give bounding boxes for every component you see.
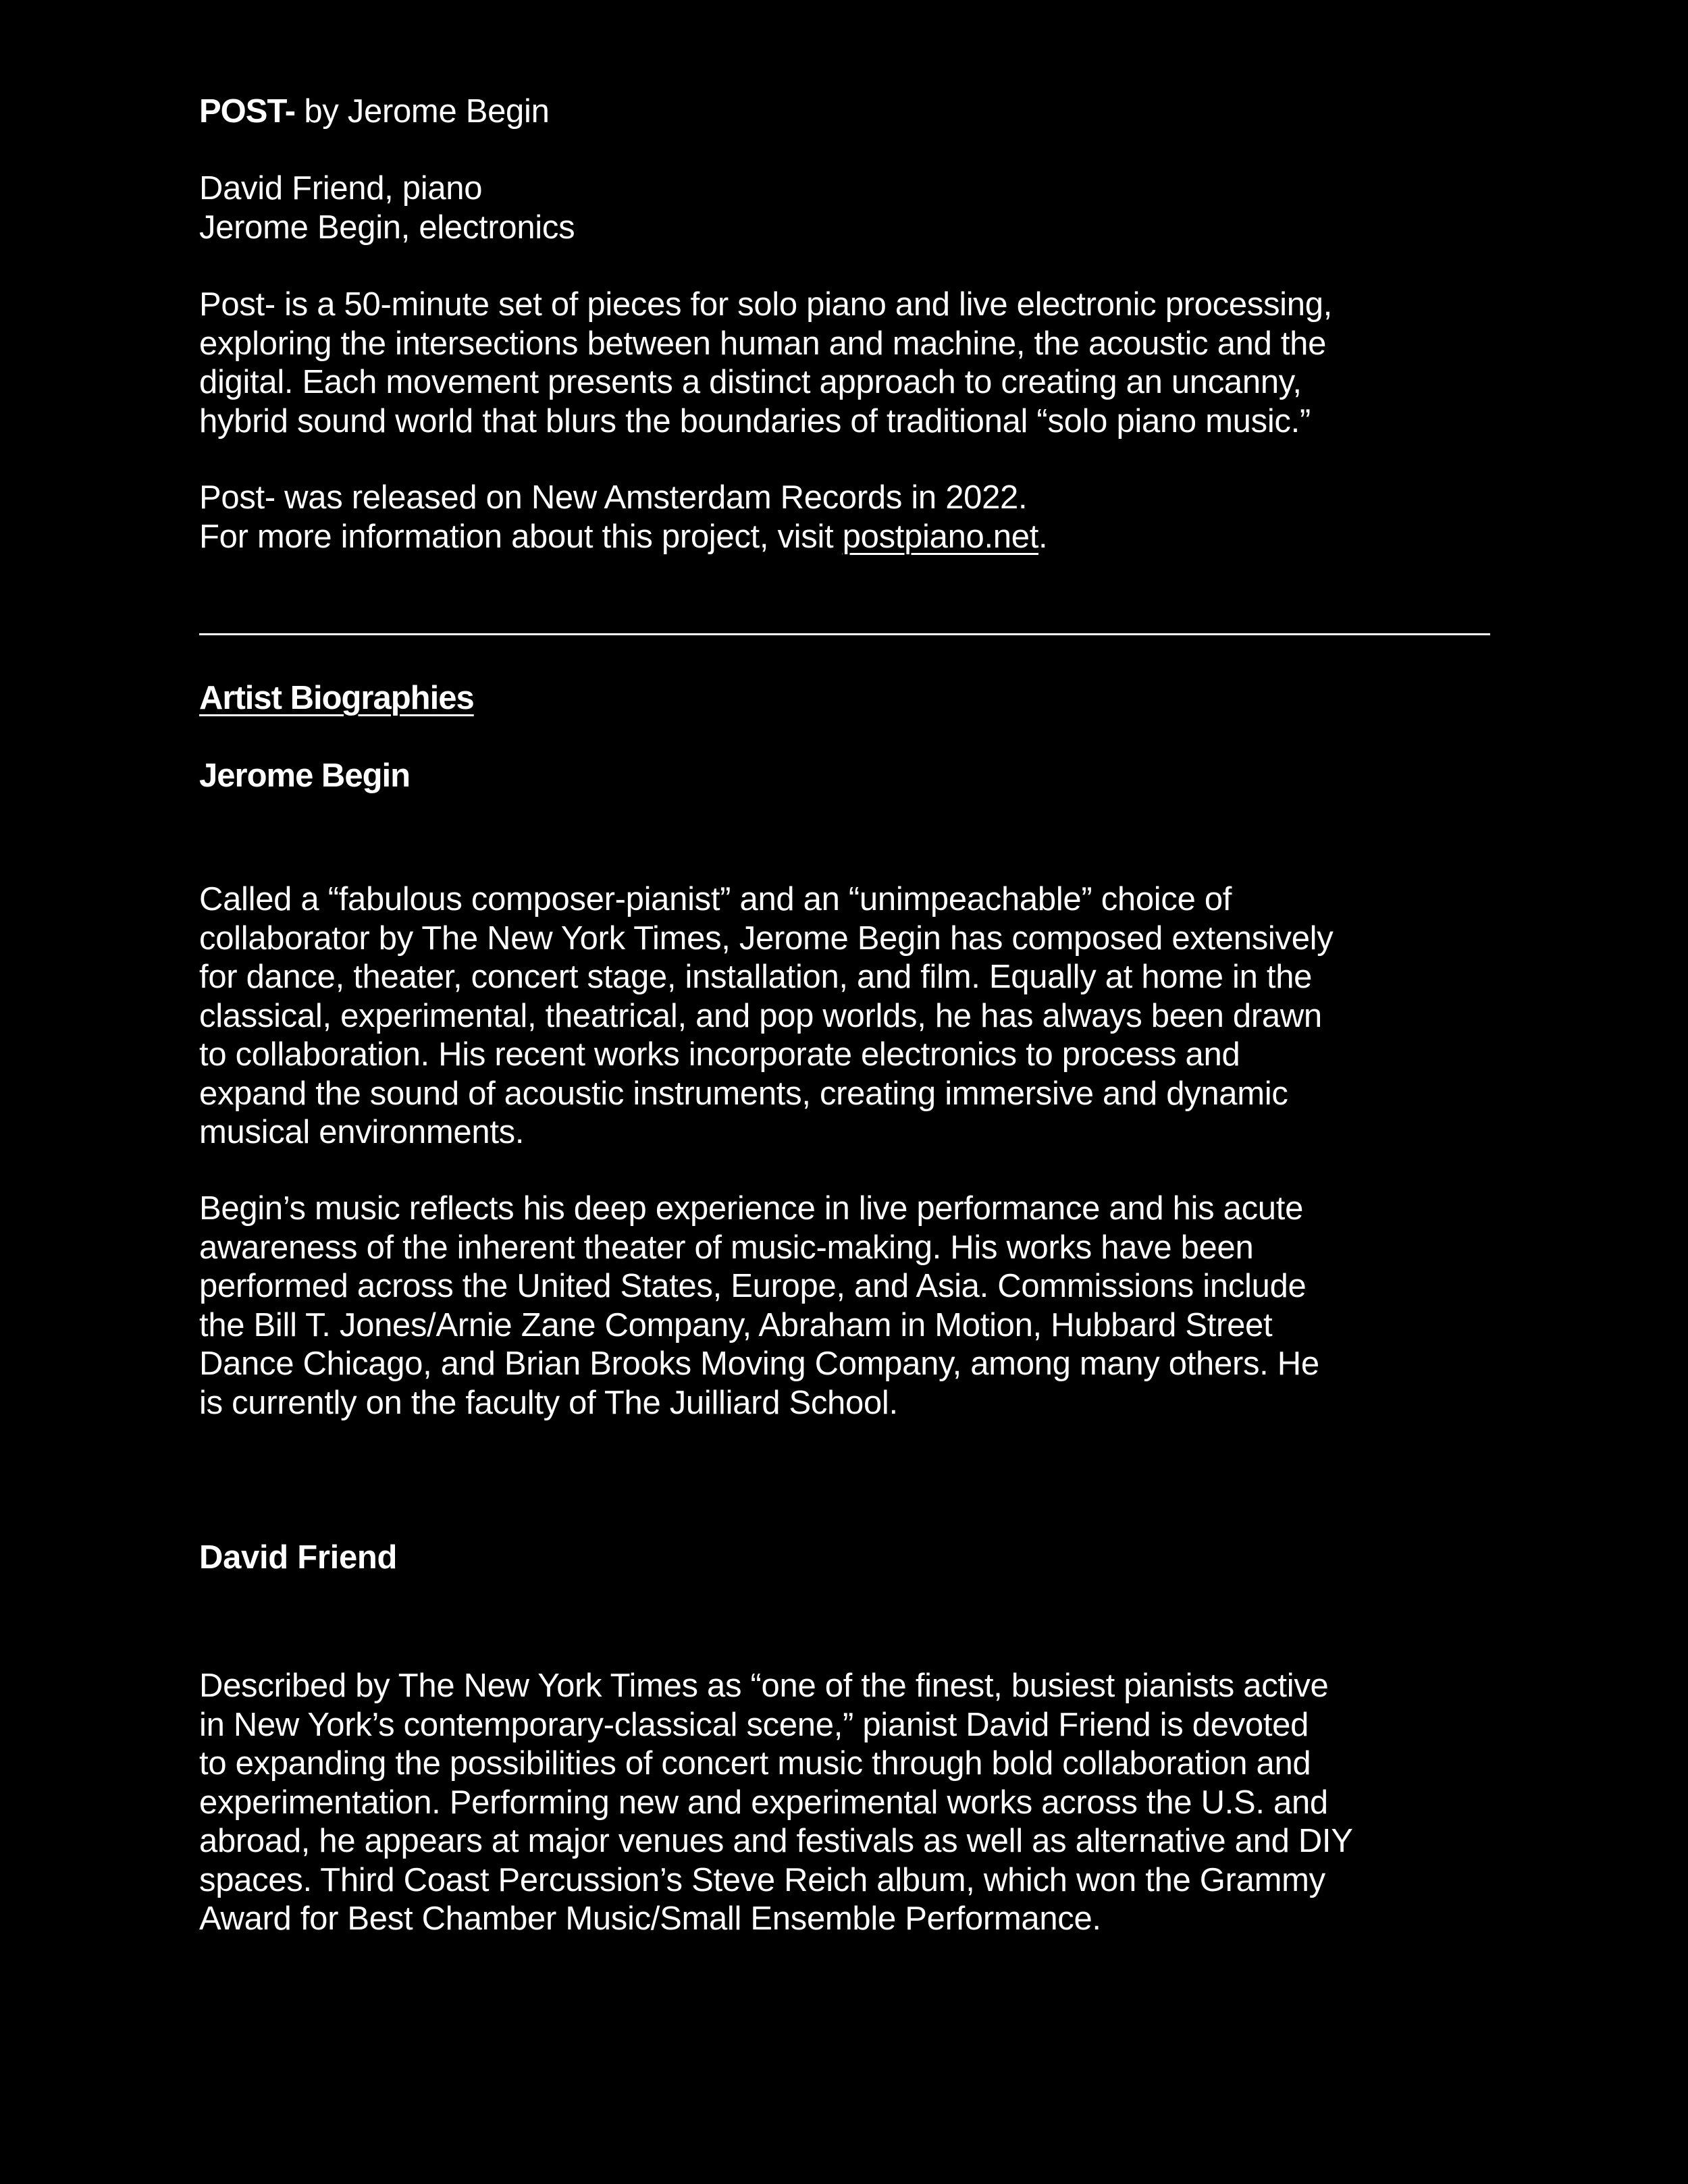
bio-line: for dance, theater, concert stage, installation, and film. Equally at home in the [199,959,1313,995]
bio-line: in New York’s contemporary-classical scene,” pianist David Friend is devoted [199,1706,1309,1743]
bio-line: is currently on the faculty of The Juilliard School. [199,1384,898,1421]
biographies-heading-block [199,679,1502,718]
postpiano-link[interactable]: postpiano.net [842,518,1039,555]
description-line: digital. Each movement presents a distinct approach to creating an uncanny, [199,364,1302,400]
david-bio-paragraph-1 [199,1667,1502,1939]
project-title-line [199,92,1502,132]
bio-line: Award for Best Chamber Music/Small Ensemble Performance. [199,1900,1101,1937]
bio-line: the Bill T. Jones/Arnie Zane Company, Abraham in Motion, Hubbard Street [199,1306,1273,1343]
description-line: Post- is a 50-minute set of pieces for solo piano and live electronic processing, [199,286,1332,323]
bio-line: abroad, he appears at major venues and festivals as well as alternative and DIY [199,1823,1353,1859]
project-byline: by Jerome Begin [295,93,550,130]
bio-line: spaces. Third Coast Percussion’s Steve Reich album, which won the Grammy [199,1861,1325,1898]
bio-line: classical, experimental, theatrical, and pop worlds, he has always been drawn [199,997,1322,1034]
bio-line: to expanding the possibilities of concert music through bold collaboration and [199,1745,1311,1782]
info-line [199,518,1502,557]
performer-line: David Friend, piano [199,170,483,207]
bio-line: musical environments. [199,1114,525,1150]
release-info [199,479,1502,556]
biographies-heading: Artist Biographies [199,680,474,716]
bio-line: collaborator by The New York Times, Jerome Begin has composed extensively [199,920,1334,957]
jerome-bio-name-block [199,757,1502,796]
artist-name-jerome: Jerome Begin [199,757,411,794]
bio-line: expand the sound of acoustic instruments, creating immersive and dynamic [199,1075,1288,1112]
artist-name-david: David Friend [199,1539,398,1576]
bio-line: Called a “fabulous composer-pianist” and an “unimpeachable” choice of [199,881,1232,917]
bio-line: Dance Chicago, and Brian Brooks Moving Company, among many others. He [199,1346,1319,1382]
bio-line: to collaboration. His recent works incorporate electronics to process and [199,1036,1240,1073]
description-line: exploring the intersections between human and machine, the acoustic and the [199,325,1327,362]
jerome-bio-paragraph-2 [199,1190,1502,1422]
release-line: Post- was released on New Amsterdam Records in 2022. [199,479,1028,516]
david-bio-name-block [199,1539,1502,1578]
bio-line: Begin’s music reflects his deep experience in live performance and his acute [199,1190,1304,1227]
bio-line: awareness of the inherent theater of music-making. His works have been [199,1229,1254,1266]
project-description [199,286,1502,441]
bio-line: Described by The New York Times as “one of the finest, busiest pianists active [199,1668,1329,1704]
performer-line: Jerome Begin, electronics [199,209,575,246]
description-line: hybrid sound world that blurs the boundaries of traditional “solo piano music.” [199,402,1311,440]
performers-list [199,169,1502,247]
jerome-bio-paragraph-1 [199,880,1502,1152]
info-suffix: . [1038,518,1048,555]
project-title: POST- [199,93,296,130]
bio-line: experimentation. Performing new and experimental works across the U.S. and [199,1784,1328,1821]
bio-line: performed across the United States, Europe, and Asia. Commissions include [199,1268,1307,1304]
section-divider [199,633,1490,635]
info-prefix: For more information about this project, visit [199,518,843,555]
